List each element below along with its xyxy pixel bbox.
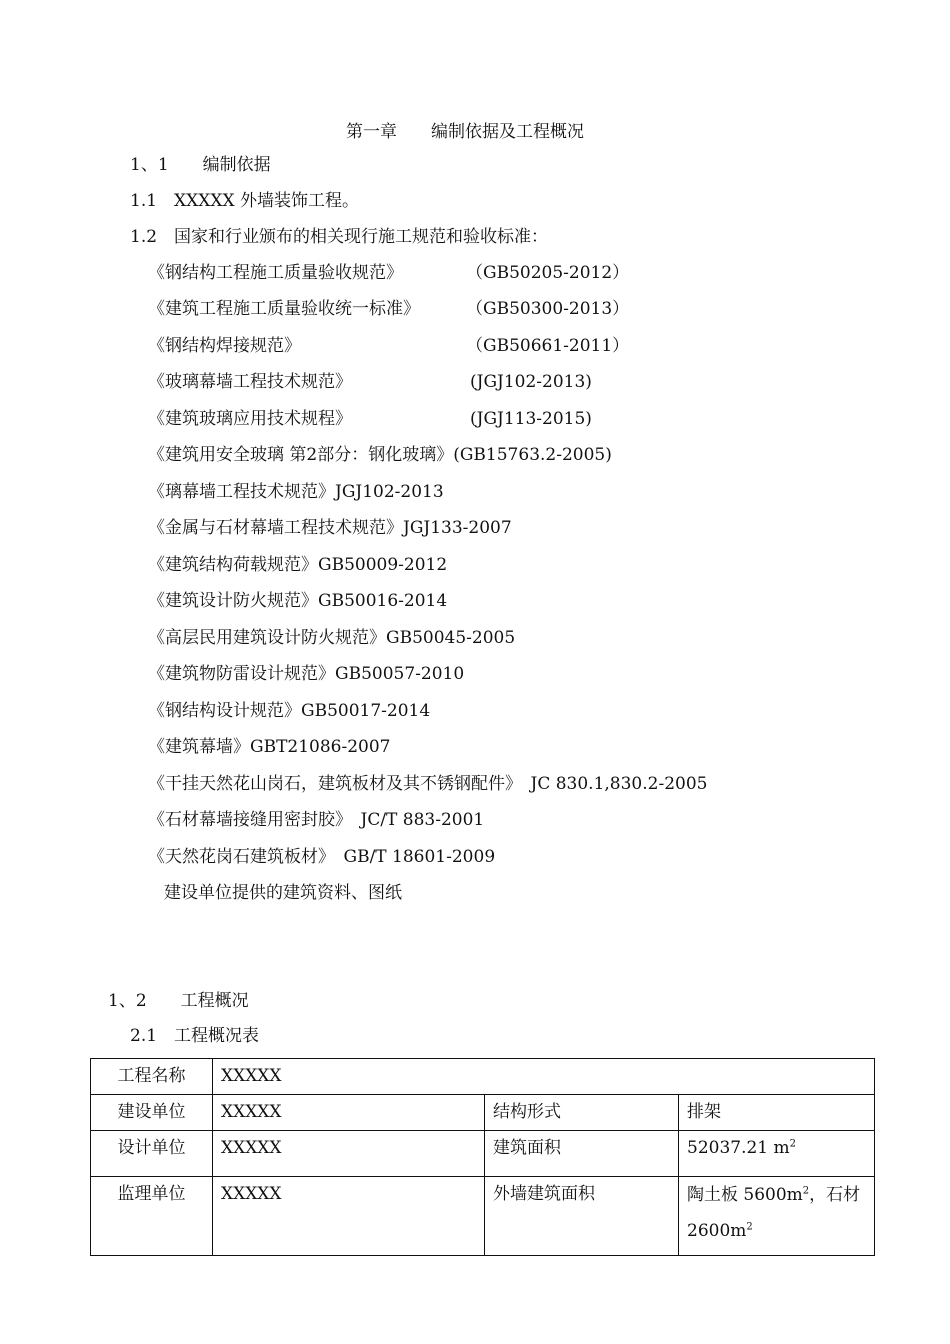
table-cell-label: 结构形式: [485, 1095, 679, 1131]
table-cell-label: 设计单位: [91, 1131, 213, 1177]
standard-item: 《建筑物防雷设计规范》GB50057-2010: [148, 664, 465, 684]
standard-item: 《建筑幕墙》GBT21086-2007: [148, 737, 391, 757]
terracotta-area: 陶土板 5600m: [687, 1185, 803, 1205]
builder-docs: 建设单位提供的建筑资料、图纸: [164, 883, 402, 903]
table-cell-label: 建设单位: [91, 1095, 213, 1131]
table-cell-value: XXXXX: [213, 1095, 485, 1131]
chapter-title: 第一章 编制依据及工程概况: [346, 122, 584, 142]
standard-item: 《天然花岗石建筑板材》 GB/T 18601-2009: [148, 847, 496, 867]
table-cell-label: 建筑面积: [485, 1131, 679, 1177]
table-cell-label: 外墙建筑面积: [485, 1177, 679, 1256]
table-row: [91, 1177, 875, 1256]
area-value: 52037.21 m: [687, 1138, 790, 1158]
table-row: [91, 1131, 875, 1177]
standard-code: (JGJ102-2013): [470, 372, 592, 392]
standard-code: （GB50661-2011）: [466, 336, 630, 356]
standard-name: 《钢结构焊接规范》: [148, 336, 301, 356]
standard-item: 《璃幕墙工程技术规范》JGJ102-2013: [148, 482, 444, 502]
table-row: [91, 1059, 875, 1095]
table-cell-value: [679, 1131, 875, 1177]
table-cell-value: [679, 1177, 875, 1256]
standard-item: 《建筑结构荷载规范》GB50009-2012: [148, 555, 448, 575]
standard-item: 《钢结构设计规范》GB50017-2014: [148, 701, 431, 721]
standard-name: 《建筑工程施工质量验收统一标准》: [148, 299, 420, 319]
table-cell-value: XXXXX: [213, 1131, 485, 1177]
item-2-1: 2.1 工程概况表: [130, 1026, 260, 1046]
table-row: [91, 1095, 875, 1131]
table-cell-value: XXXXX: [213, 1177, 485, 1256]
standard-name: 《钢结构工程施工质量验收规范》: [148, 263, 403, 283]
table-cell-value: 排架: [679, 1095, 875, 1131]
standard-code: (JGJ113-2015): [470, 409, 592, 429]
standard-code: （GB50300-2013）: [466, 299, 630, 319]
standard-name: 《建筑玻璃应用技术规程》: [148, 409, 352, 429]
unit-superscript: 2: [802, 1185, 810, 1197]
standard-name: 《玻璃幕墙工程技术规范》: [148, 372, 352, 392]
unit-superscript: 2: [746, 1221, 753, 1233]
table-cell-value: XXXXX: [213, 1059, 875, 1095]
standard-item: 《高层民用建筑设计防火规范》GB50045-2005: [148, 628, 516, 648]
project-overview-table: [90, 1058, 875, 1256]
stone-area: 2600m: [687, 1221, 747, 1241]
section-heading-1-1: 1、1 编制依据: [130, 155, 271, 175]
stone-label: ，石材: [809, 1185, 861, 1205]
section-heading-1-2: 1、2 工程概况: [108, 991, 249, 1011]
standard-item: 《干挂天然花山岗石，建筑板材及其不锈钢配件》 JC 830.1,830.2-2005: [148, 774, 708, 794]
standard-code: （GB50205-2012）: [466, 263, 630, 283]
table-cell-label: 工程名称: [91, 1059, 213, 1095]
standard-item: 《金属与石材幕墙工程技术规范》JGJ133-2007: [148, 518, 512, 538]
standard-item: 《建筑用安全玻璃 第2部分：钢化玻璃》(GB15763.2-2005): [148, 445, 612, 465]
unit-superscript: 2: [789, 1138, 797, 1150]
standard-item: 《建筑设计防火规范》GB50016-2014: [148, 591, 448, 611]
table-cell-label: 监理单位: [91, 1177, 213, 1256]
standard-item: 《石材幕墙接缝用密封胶》 JC/T 883-2001: [148, 810, 485, 830]
item-1-2: 1.2 国家和行业颁布的相关现行施工规范和验收标准：: [130, 227, 549, 247]
item-1-1: 1.1 XXXXX 外墙装饰工程。: [130, 191, 359, 211]
